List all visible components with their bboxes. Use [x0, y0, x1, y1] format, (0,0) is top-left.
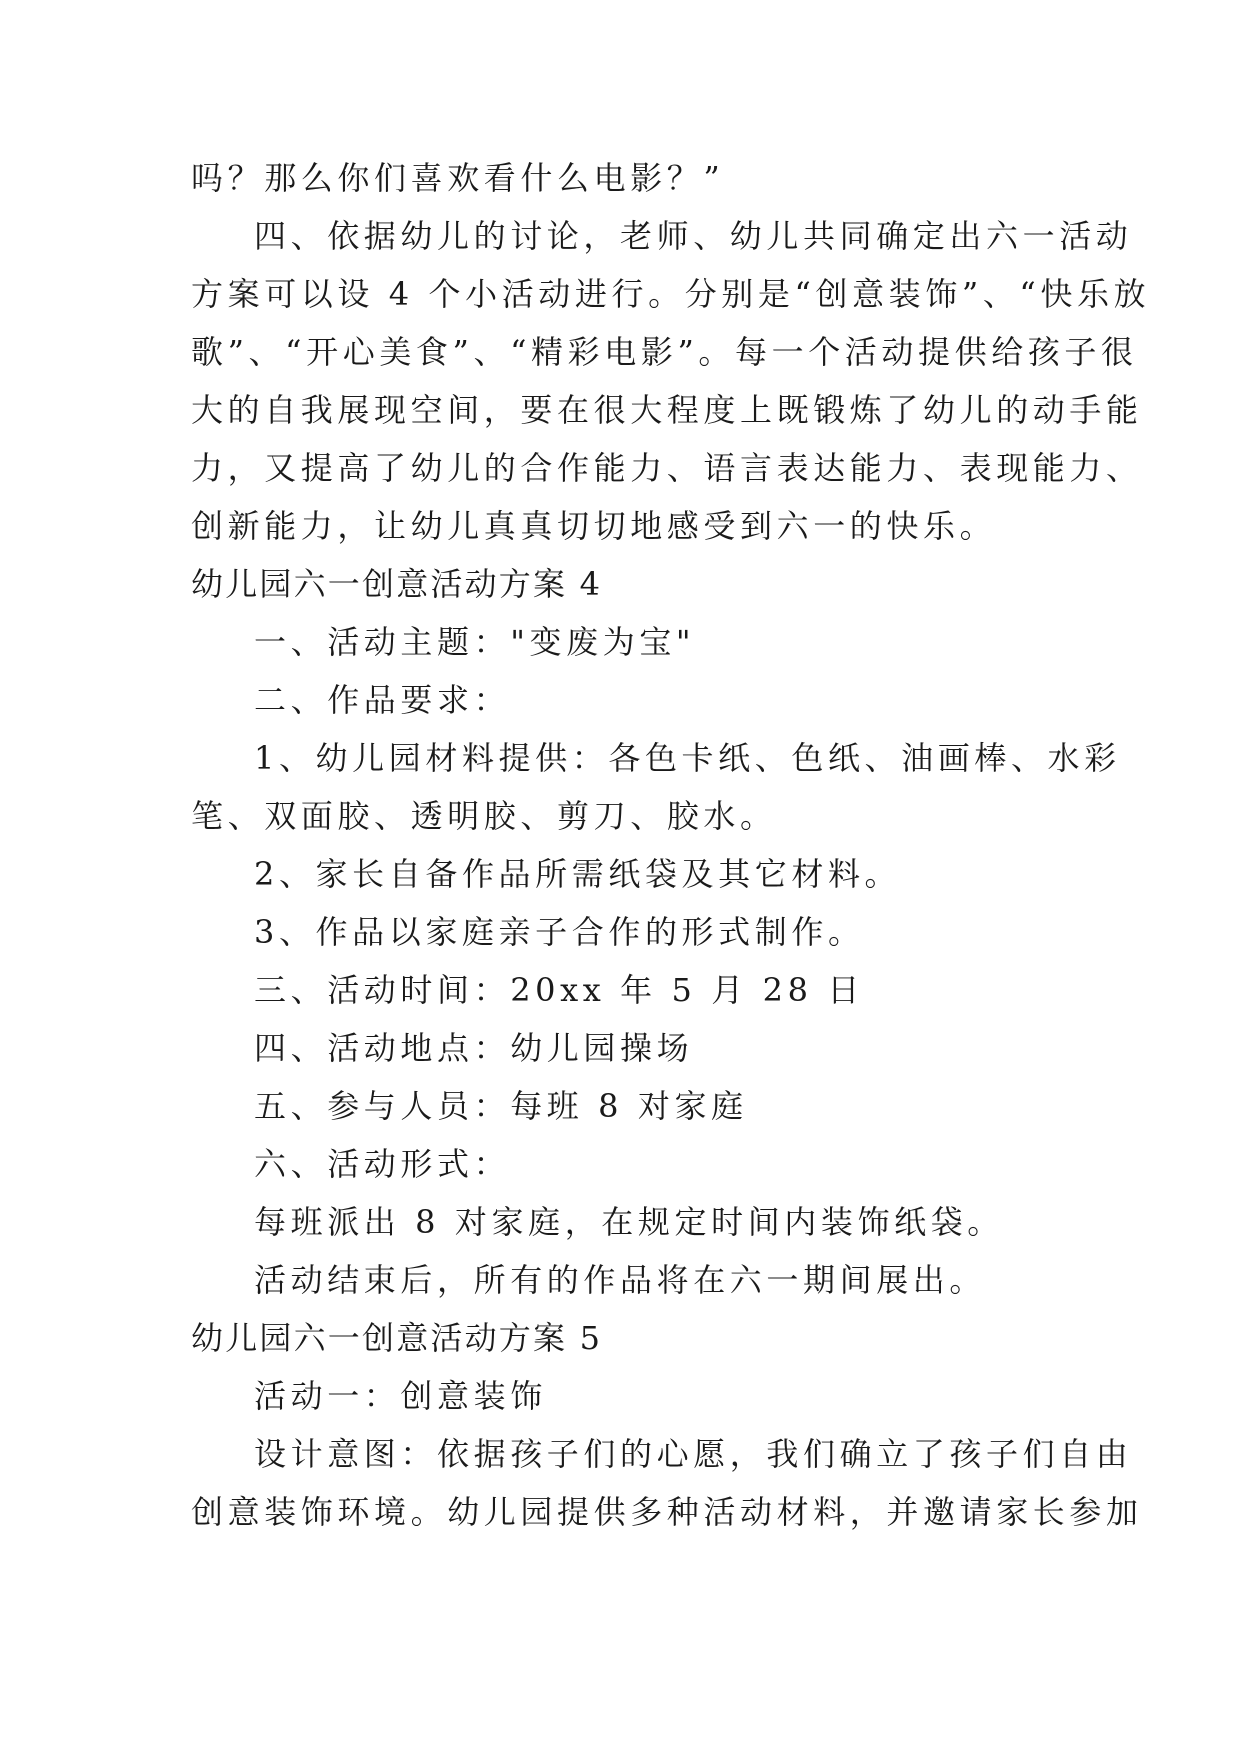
- paragraph-line: 方案可以设 4 个小活动进行。分别是“创意装饰”、“快乐放: [191, 275, 1151, 313]
- paragraph-line: 六、活动形式：: [254, 1145, 511, 1183]
- paragraph-line: 创新能力，让幼儿真真切切地感受到六一的快乐。: [191, 507, 997, 545]
- paragraph-line: 每班派出 8 对家庭，在规定时间内装饰纸袋。: [254, 1203, 1004, 1241]
- paragraph-line: 吗？那么你们喜欢看什么电影？”: [191, 159, 725, 197]
- paragraph-line: 三、活动时间：20xx 年 5 月 28 日: [254, 971, 864, 1009]
- paragraph-line: 一、活动主题："变废为宝": [254, 623, 696, 661]
- paragraph-line: 力，又提高了幼儿的合作能力、语言表达能力、表现能力、: [191, 449, 1143, 487]
- paragraph-line: 创意装饰环境。幼儿园提供多种活动材料，并邀请家长参加: [191, 1493, 1143, 1531]
- paragraph-line: 设计意图：依据孩子们的心愿，我们确立了孩子们自由: [254, 1435, 1133, 1473]
- paragraph-line: 大的自我展现空间，要在很大程度上既锻炼了幼儿的动手能: [191, 391, 1143, 429]
- paragraph-line: 笔、双面胶、透明胶、剪刀、胶水。: [191, 797, 777, 835]
- section-heading: 幼儿园六一创意活动方案 4: [191, 565, 603, 603]
- section-heading: 幼儿园六一创意活动方案 5: [191, 1319, 603, 1357]
- paragraph-line: 活动结束后，所有的作品将在六一期间展出。: [254, 1261, 987, 1299]
- paragraph-line: 四、活动地点：幼儿园操场: [254, 1029, 694, 1067]
- paragraph-line: 五、参与人员：每班 8 对家庭: [254, 1087, 748, 1125]
- paragraph-line: 活动一：创意装饰: [254, 1377, 547, 1415]
- paragraph-line: 二、作品要求：: [254, 681, 511, 719]
- paragraph-line: 1、幼儿园材料提供：各色卡纸、色纸、油画棒、水彩: [254, 739, 1121, 777]
- paragraph-line: 3、作品以家庭亲子合作的形式制作。: [254, 913, 865, 951]
- paragraph-line: 四、依据幼儿的讨论，老师、幼儿共同确定出六一活动: [254, 217, 1133, 255]
- paragraph-line: 歌”、“开心美食”、“精彩电影”。每一个活动提供给孩子很: [191, 333, 1138, 371]
- paragraph-line: 2、家长自备作品所需纸袋及其它材料。: [254, 855, 902, 893]
